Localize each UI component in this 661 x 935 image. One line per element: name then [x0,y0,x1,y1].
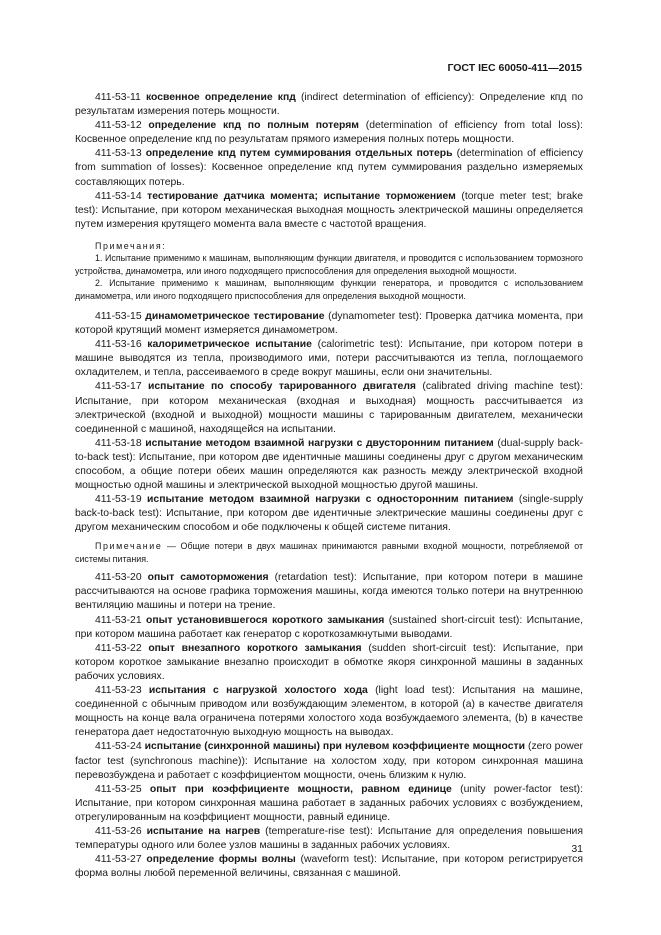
term-name: определение кпд путем суммирования отдельных потерь [145,148,453,160]
page-content [75,91,583,881]
term-number: 411-53-18 [95,437,142,449]
term-entry [75,783,583,825]
term-name: опыт установившегося короткого замыкания [146,614,385,626]
term-number: 411-53-24 [95,741,142,753]
term-name: определение формы волны [146,854,296,866]
page-header: ГОСТ IEC 60050-411—2015 [447,62,582,74]
term-definition: (sustained short-circuit test): Испытание, при котором машина работает как генератор с короткозамкнутыми выводами. [75,614,583,640]
term-number: 411-53-12 [95,120,142,132]
term-definition: (single-supply back-to-back test): Испытание, при котором две идентичные электрические машины соединены друг с другом механическим способом и обе подключены к общей системе питания. [75,494,584,534]
term-entry [75,437,583,493]
term-name: опыт самоторможения [147,572,269,584]
term-name: динамометрическое тестирование [145,310,325,322]
term-name: опыт внезапного короткого замыкания [148,642,362,654]
term-definition: (waveform test): Испытание, при котором регистрируется форма волны любой переменной величины, связанная с машиной. [75,854,584,880]
term-name: калориметрическое испытание [147,339,312,351]
term-definition: (dual-supply back-to-back test): Испытание, при котором две идентичные машины соединены друг с другом механическим способом, а общие потери обеих машин определяются как разность между электрической входной мощностью одной машины и электрической выходной мощностью другой машины. [75,437,583,492]
term-entry [75,91,583,119]
term-entry [75,380,583,436]
term-definition: (light load test): Испытания на машине, соединенной с обычным приводом или возбуждающим элементом, в которой (a) в качестве двигателя мощность на конце вала ограничена потерями холостого хода возбуждаемого элемента, (b) в качестве генератора дает недостаточную выходную мощность на выводах. [75,685,584,739]
term-name: испытания с нагрузкой холостого хода [148,685,368,697]
term-number: 411-53-21 [95,614,142,626]
term-definition: (calorimetric test): Испытание, при котором потери в машине выводятся из тепла, производимого ими, потери рассчитываются из тепла, поглощаемого охладителем, и тепла, рассеиваемого в среде вокруг машины, если они значительны. [75,339,583,379]
term-definition: (zero power factor test (synchronous machine)): Испытание на холостом ходу, при котором синхронная машина перевозбуждена и работает с коэффициентом мощности, очень близким к нулю. [75,741,583,781]
term-name: испытание на нагрев [146,825,261,837]
term-number: 411-53-15 [95,310,142,322]
term-entry [75,147,583,189]
terms-group-a [75,91,583,232]
term-number: 411-53-26 [95,825,142,837]
note-single [75,540,583,565]
term-entry [75,614,583,642]
note-item: 2. Испытание применимо к машинам, выполняющим функции генератора, и проводится с использованием динамометра, или иного подходящего приспособления для определения выходной мощности. [75,278,583,301]
term-number: 411-53-23 [95,685,142,697]
term-number: 411-53-11 [95,92,141,103]
term-number: 411-53-22 [95,642,142,654]
term-number: 411-53-13 [95,148,142,160]
note-title: Примечание [95,541,163,552]
notes-title: Примечания: [95,240,167,251]
term-name: тестирование датчика момента; испытание торможением [147,190,456,202]
term-entry [75,493,583,535]
note-text: — Общие потери в двух машинах принимаются равными входной мощности, потребляемой от системы питания. [75,541,584,564]
term-number: 411-53-27 [95,854,142,866]
term-definition: (sudden short-circuit test): Испытание, при котором короткое замыкание внезапно происходит в обмотке якоря синхронной машины в заданных рабочих условиях. [75,642,584,682]
term-entry [75,642,583,684]
term-number: 411-53-16 [95,339,142,351]
term-definition: (calibrated driving machine test): Испытание, при котором механическая (входная и выходная) мощность рассчитывается из электрической (входной и выходной) мощности машины с тарированным двигателем, механически соединенной с машиной, находящейся на испытании. [75,381,584,435]
term-entry [75,740,583,782]
term-definition: (unity power-factor test): Испытание, при котором синхронная машина работает в заданных рабочих условиях с возбуждением, отрегулированным на коэффициент мощности, равный единице. [75,783,583,823]
term-definition: (temperature-rise test): Испытание для определения повышения температуры одного или более узлов машины в заданных рабочих условиях. [75,825,583,852]
notes-block [75,240,583,302]
term-definition: (dynamometer test): Проверка датчика момента, при которой крутящий момент измеряется динамометром. [75,310,584,337]
term-entry [75,684,583,740]
term-definition: (retardation test): Испытание, при котором потери в машине рассчитываются на основе графика торможения машины, когда имеются только потери на внутреннюю вентиляцию машины и потери на трение. [75,572,584,612]
term-name: косвенное определение кпд [145,92,296,103]
term-name: опыт при коэффициенте мощности, равном единице [149,783,452,795]
term-number: 411-53-25 [95,783,142,795]
term-name: испытание методом взаимной нагрузки с односторонним питанием [147,494,514,506]
term-number: 411-53-14 [95,190,142,202]
term-entry [75,825,583,853]
term-name: испытание методом взаимной нагрузки с двусторонним питанием [145,437,494,449]
term-number: 411-53-19 [95,494,142,506]
term-number: 411-53-17 [95,381,142,393]
term-entry [75,338,583,380]
term-definition: (determination of efficiency from total loss): Косвенное определение кпд по результатам прямого измерения полных потерь мощности. [75,120,584,146]
term-number: 411-53-20 [95,572,142,584]
term-definition: (determination of efficiency from summation of losses): Косвенное определение кпд путем суммирования раздельно измеряемых составляющих потерь. [75,148,584,188]
terms-group-c [75,571,583,881]
term-entry [75,853,583,881]
page-number: 31 [571,843,583,855]
term-entry [75,190,583,232]
term-definition: (torque meter test; brake test): Испытание, при котором механическая выходная мощность электрической машины определяется путем измерения крутящего момента вала вместе с частотой вращения. [75,190,584,230]
term-name: испытание по способу тарированного двигателя [148,381,416,393]
term-name: определение кпд по полным потерям [148,120,359,132]
term-definition: (indirect determination of efficiency): Определение кпд по результатам измерения потерь мощности. [75,92,584,118]
term-entry [75,119,583,147]
note-item: 1. Испытание применимо к машинам, выполняющим функции двигателя, и проводится с использованием тормозного устройства, динамометра, или иного подходящего приспособления для определения выходной мощности. [75,253,583,276]
term-entry [75,571,583,613]
terms-group-b [75,310,583,536]
term-entry [75,310,583,338]
term-name: испытание (синхронной машины) при нулевом коэффициенте мощности [144,741,525,753]
